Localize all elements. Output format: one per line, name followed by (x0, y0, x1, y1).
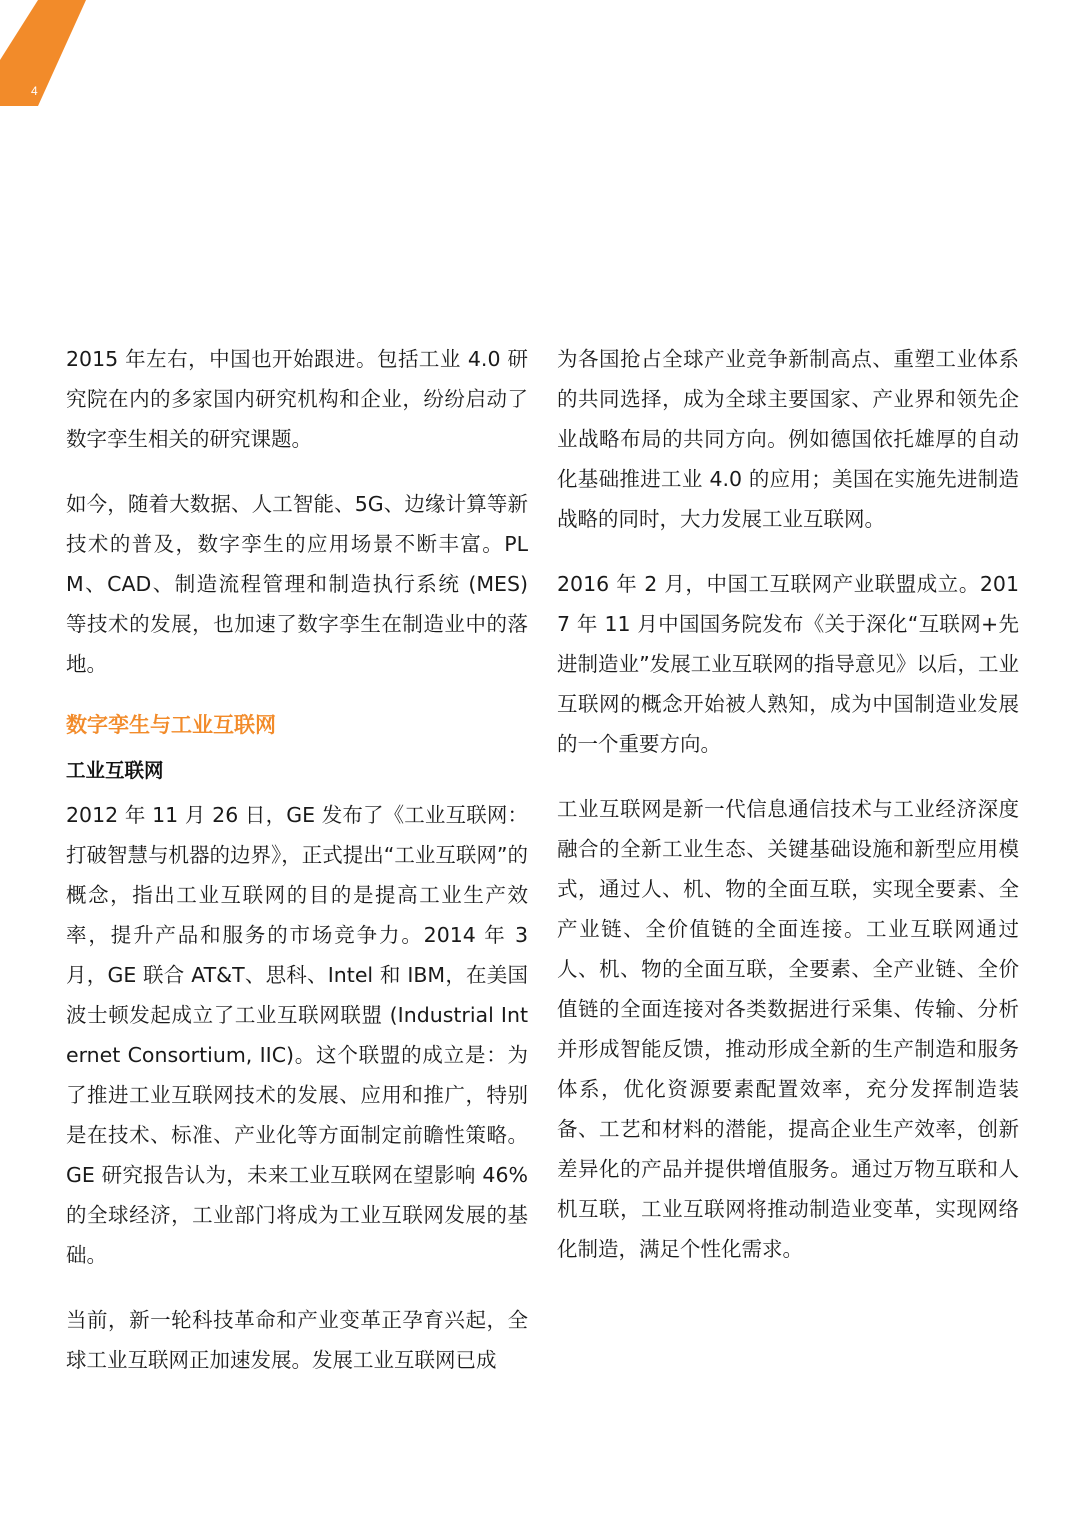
page-number: 4 (31, 84, 38, 98)
sub-heading: 工业互联网 (66, 759, 164, 782)
right-column (557, 339, 1019, 1294)
paragraph: 如今，随着大数据、人工智能、5G、边缘计算等新技术的普及，数字孪生的应用场景不断丰富。PLM、CAD、制造流程管理和制造执行系统 (MES) 等技术的发展，也加速了数字孪生在制造业中的落地。 (66, 492, 528, 676)
page-corner-tab (0, 0, 90, 110)
section-heading: 数字孪生与工业互联网 (66, 712, 276, 737)
paragraph: 工业互联网是新一代信息通信技术与工业经济深度融合的全新工业生态、关键基础设施和新型应用模式，通过人、机、物的全面互联，实现全要素、全产业链、全价值链的全面连接。工业互联网通过人、机、物的全面互联，全要素、全产业链、全价值链的全面连接对各类数据进行采集、传输、分析并形成智能反馈，推动形成全新的生产制造和服务体系，优化资源要素配置效率，充分发挥制造装备、工艺和材料的潜能，提高企业生产效率，创新差异化的产品并提供增值服务。通过万物互联和人机互联，工业互联网将推动制造业变革，实现网络化制造，满足个性化需求。 (557, 797, 1019, 1261)
left-column (66, 339, 528, 1405)
paragraph: 当前，新一轮科技革命和产业变革正孕育兴起，全球工业互联网正加速发展。发展工业互联网已成 (66, 1308, 528, 1372)
paragraph: 2016 年 2 月，中国工互联网产业联盟成立。2017 年 11 月中国国务院发布《关于深化“互联网+先进制造业”发展工业互联网的指导意见》以后，工业互联网的概念开始被人熟知，成为中国制造业发展的一个重要方向。 (557, 572, 1019, 756)
paragraph: 为各国抢占全球产业竞争新制高点、重塑工业体系的共同选择，成为全球主要国家、产业界和领先企业战略布局的共同方向。例如德国依托雄厚的自动化基础推进工业 4.0 的应用；美国在实施先进制造战略的同时，大力发展工业互联网。 (557, 347, 1019, 531)
paragraph: 2015 年左右，中国也开始跟进。包括工业 4.0 研究院在内的多家国内研究机构和企业，纷纷启动了数字孪生相关的研究课题。 (66, 347, 528, 451)
paragraph: 2012 年 11 月 26 日，GE 发布了《工业互联网：打破智慧与机器的边界》，正式提出“工业互联网”的概念，指出工业互联网的目的是提高工业生产效率，提升产品和服务的市场竞争力。2014 年 3 月，GE 联合 AT&T、思科、Intel 和 IBM，在美国波士顿发起成立了工业互联网联盟 (Industrial Internet Consortium, IIC)。这个联盟的成立是：为了推进工业互联网技术的发展、应用和推广，特别是在技术、标准、产业化等方面制定前瞻性策略。GE 研究报告认为，未来工业互联网在望影响 46%的全球经济，工业部门将成为工业互联网发展的基础。 (66, 803, 528, 1267)
